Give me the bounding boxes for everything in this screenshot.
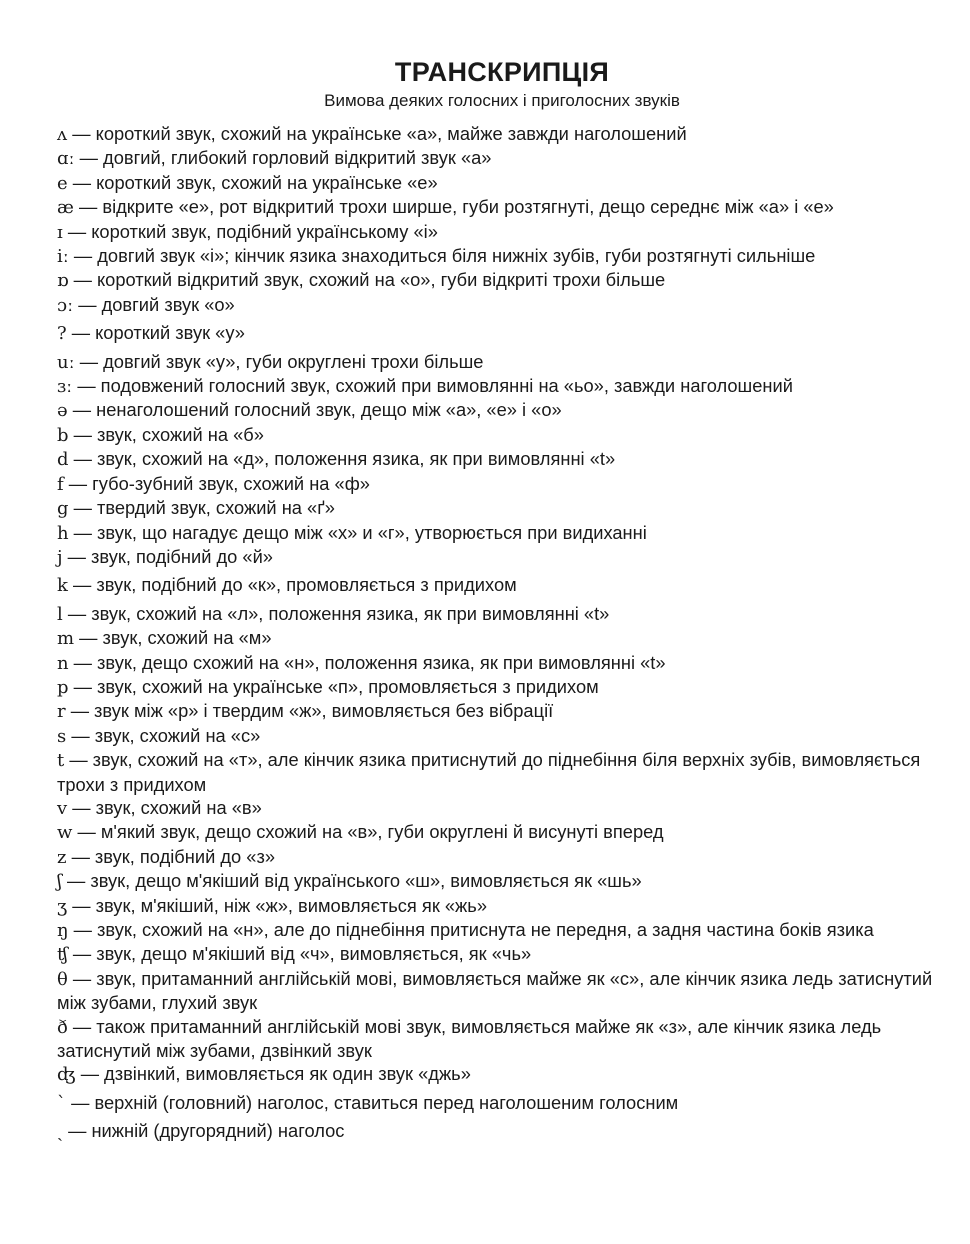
transcription-entry <box>57 1062 937 1086</box>
entry-description: — короткий звук, схожий на українське «е» <box>67 171 438 193</box>
entry-description: — звук, подібний до «к», промовляється з придихом <box>67 574 517 596</box>
transcription-entry <box>57 447 937 471</box>
entry-description: — м'який звук, дещо схожий на «в», губи округлені й висунуті вперед <box>72 821 664 843</box>
phonetic-symbol: f <box>57 473 64 495</box>
transcription-entry <box>57 942 937 966</box>
transcription-entry <box>57 244 937 268</box>
transcription-entry <box>57 748 937 796</box>
phonetic-symbol: p <box>57 676 69 698</box>
entry-description: — звук, схожий на «л», положення язика, як при вимовлянні «t» <box>62 602 610 624</box>
transcription-entry <box>57 967 937 1015</box>
phonetic-symbol: ` <box>57 1092 66 1114</box>
entry-description: — короткий звук, подібний українському «і» <box>62 220 438 242</box>
entry-description: — звук, дещо м'якіший від «ч», вимовляється, як «чь» <box>67 943 532 965</box>
phonetic-symbol: ʤ <box>57 1064 76 1086</box>
transcription-entry <box>57 146 937 170</box>
entry-description: — звук, схожий на «с» <box>66 724 261 746</box>
phonetic-symbol: h <box>57 522 69 544</box>
transcription-entry <box>57 195 937 219</box>
transcription-entry <box>57 293 937 317</box>
transcription-entry <box>57 602 937 626</box>
transcription-entry <box>57 521 937 545</box>
entry-description: — відкрите «е», рот відкритий трохи ширше, губи розтягнуті, дещо середнє між «а» і «е» <box>73 196 834 218</box>
entry-description: — короткий звук, схожий на українське «а», майже завжди наголошений <box>67 123 687 144</box>
phonetic-symbol: t <box>57 750 65 772</box>
transcription-entry <box>57 626 937 650</box>
phonetic-symbol: z <box>57 846 67 868</box>
document-subtitle: Вимова деяких голосних і приголосних звуків <box>324 91 680 110</box>
document-page <box>57 56 937 1144</box>
phonetic-symbol: v <box>57 797 68 819</box>
entry-description: — короткий відкритий звук, схожий на «о», губи відкриті трохи більше <box>68 269 666 291</box>
transcription-entry <box>57 699 937 723</box>
entry-description: — нижній (другорядний) наголос <box>63 1120 345 1142</box>
phonetic-symbol: ɑː <box>57 148 75 170</box>
phonetic-symbol: n <box>57 652 69 674</box>
phonetic-symbol: ʒ <box>57 895 68 917</box>
phonetic-symbol: ɔː <box>57 294 74 316</box>
phonetic-symbol: d <box>57 449 69 471</box>
entry-description: — звук, схожий на «м» <box>74 627 272 649</box>
transcription-entry <box>57 1119 937 1143</box>
phonetic-symbol: ˏ <box>57 1121 63 1143</box>
phonetic-symbol: l <box>57 603 63 625</box>
transcription-entry <box>57 398 937 422</box>
transcription-entry <box>57 869 937 893</box>
transcription-entry <box>57 820 937 844</box>
phonetic-symbol: ŋ <box>57 920 69 941</box>
transcription-entry <box>57 350 937 374</box>
phonetic-symbol: ʌ <box>57 124 68 145</box>
phonetic-symbol: r <box>57 701 66 723</box>
phonetic-symbol: iː <box>57 246 69 268</box>
entry-description: — довгий, глибокий горловий відкритий звук «а» <box>74 147 492 169</box>
entry-description: — довгий звук «о» <box>73 293 235 315</box>
transcription-entry <box>57 423 937 447</box>
transcription-entry <box>57 545 937 569</box>
entry-description: — губо-зубний звук, схожий на «ф» <box>63 472 370 494</box>
phonetic-symbol: ɪ <box>57 221 63 243</box>
entry-description: — звук, дещо м'якіший від українського «ш», вимовляється як «шь» <box>61 870 642 892</box>
transcription-entry <box>57 321 937 345</box>
transcription-entry <box>57 268 937 292</box>
entry-description: — ненаголошений голосний звук, дещо між «а», «е» і «о» <box>67 399 562 421</box>
entry-description: — звук, що нагадує дещо між «х» и «г», утворюється при видиханні <box>68 521 647 543</box>
transcription-entry <box>57 1091 937 1115</box>
phonetic-symbol: ð <box>57 1016 68 1038</box>
entry-description: — звук, схожий на «д», положення язика, як при вимовлянні «t» <box>68 448 616 470</box>
phonetic-symbol: ə <box>57 400 68 422</box>
entry-description: — звук, дещо схожий на «н», положення язика, як при вимовлянні «t» <box>68 651 666 673</box>
entry-description: — довгий звук «у», губи округлені трохи більше <box>74 350 484 372</box>
transcription-entry <box>57 796 937 820</box>
entry-description: — короткий звук «у» <box>66 322 245 344</box>
entry-description: — звук, схожий на «в» <box>67 796 262 818</box>
phonetic-symbol: s <box>57 725 67 747</box>
entry-description: — звук, м'якіший, ніж «ж», вимовляється як «жь» <box>67 894 487 916</box>
transcription-entry <box>57 171 937 195</box>
transcription-entry <box>57 724 937 748</box>
phonetic-symbol: m <box>57 628 75 650</box>
entry-description: — звук, схожий на «т», але кінчик язика притиснутий до піднебіння біля верхніх зубів, вимовляється трохи з придихом <box>57 749 921 795</box>
phonetic-symbol: k <box>57 575 68 597</box>
transcription-entry <box>57 472 937 496</box>
transcription-entry <box>57 651 937 675</box>
entry-description: — довгий звук «і»; кінчик язика знаходиться біля нижніх зубів, губи розтягнуті сильніше <box>68 245 816 267</box>
entry-description: — подовжений голосний звук, схожий при вимовлянні на «ьо», завжди наголошений <box>72 375 793 397</box>
entry-description: — звук, подібний до «й» <box>62 545 273 567</box>
entry-description: — також притаманний англійській мові звук, вимовляється майже як «з», але кінчик язика ледь затиснутий між зубами, дзвінкий звук <box>57 1015 882 1062</box>
phonetic-symbol: g <box>57 498 69 520</box>
entry-description: — звук, подібний до «з» <box>66 845 276 867</box>
entry-description: — дзвінкий, вимовляється як один звук «джь» <box>75 1063 471 1085</box>
transcription-entry <box>57 573 937 597</box>
phonetic-symbol: ɒ <box>57 270 69 292</box>
entry-description: — верхній (головний) наголос, ставиться перед наголошеним голосним <box>66 1091 679 1113</box>
phonetic-symbol: ? <box>57 323 67 345</box>
phonetic-symbol: uː <box>57 351 75 373</box>
entry-description: — звук, схожий на «б» <box>68 423 264 445</box>
phonetic-symbol: e <box>57 172 68 194</box>
entry-description: — звук, притаманний англійській мові, вимовляється майже як «с», але кінчик язика ледь затиснутий між зубами, глухий звук <box>57 967 933 1014</box>
phonetic-symbol: j <box>57 546 63 568</box>
entry-description: — звук між «р» і твердим «ж», вимовляється без вібрації <box>65 700 554 722</box>
transcription-entry <box>57 675 937 699</box>
transcription-entry <box>57 374 937 398</box>
transcription-entry <box>57 496 937 520</box>
entry-description: — звук, схожий на українське «п», промовляється з придихом <box>68 675 599 697</box>
phonetic-symbol: θ <box>57 968 68 990</box>
transcription-entry <box>57 220 937 244</box>
transcription-entry <box>57 845 937 869</box>
phonetic-symbol: ɜː <box>57 376 73 398</box>
phonetic-symbol: æ <box>57 197 74 219</box>
transcription-entry <box>57 894 937 918</box>
transcription-entry <box>57 122 937 146</box>
transcription-list <box>57 122 937 1144</box>
transcription-entry <box>57 1015 937 1063</box>
phonetic-symbol: ʃ <box>57 871 62 893</box>
entry-description: — звук, схожий на «н», але до піднебіння притиснута не передня, а задня частина боків язика <box>68 919 874 940</box>
entry-description: — твердий звук, схожий на «ґ» <box>68 497 335 519</box>
document-title: ТРАНСКРИПЦІЯ <box>394 57 610 87</box>
phonetic-symbol: ʧ <box>57 944 68 966</box>
phonetic-symbol: b <box>57 424 69 446</box>
transcription-entry <box>57 918 937 942</box>
phonetic-symbol: w <box>57 822 73 844</box>
